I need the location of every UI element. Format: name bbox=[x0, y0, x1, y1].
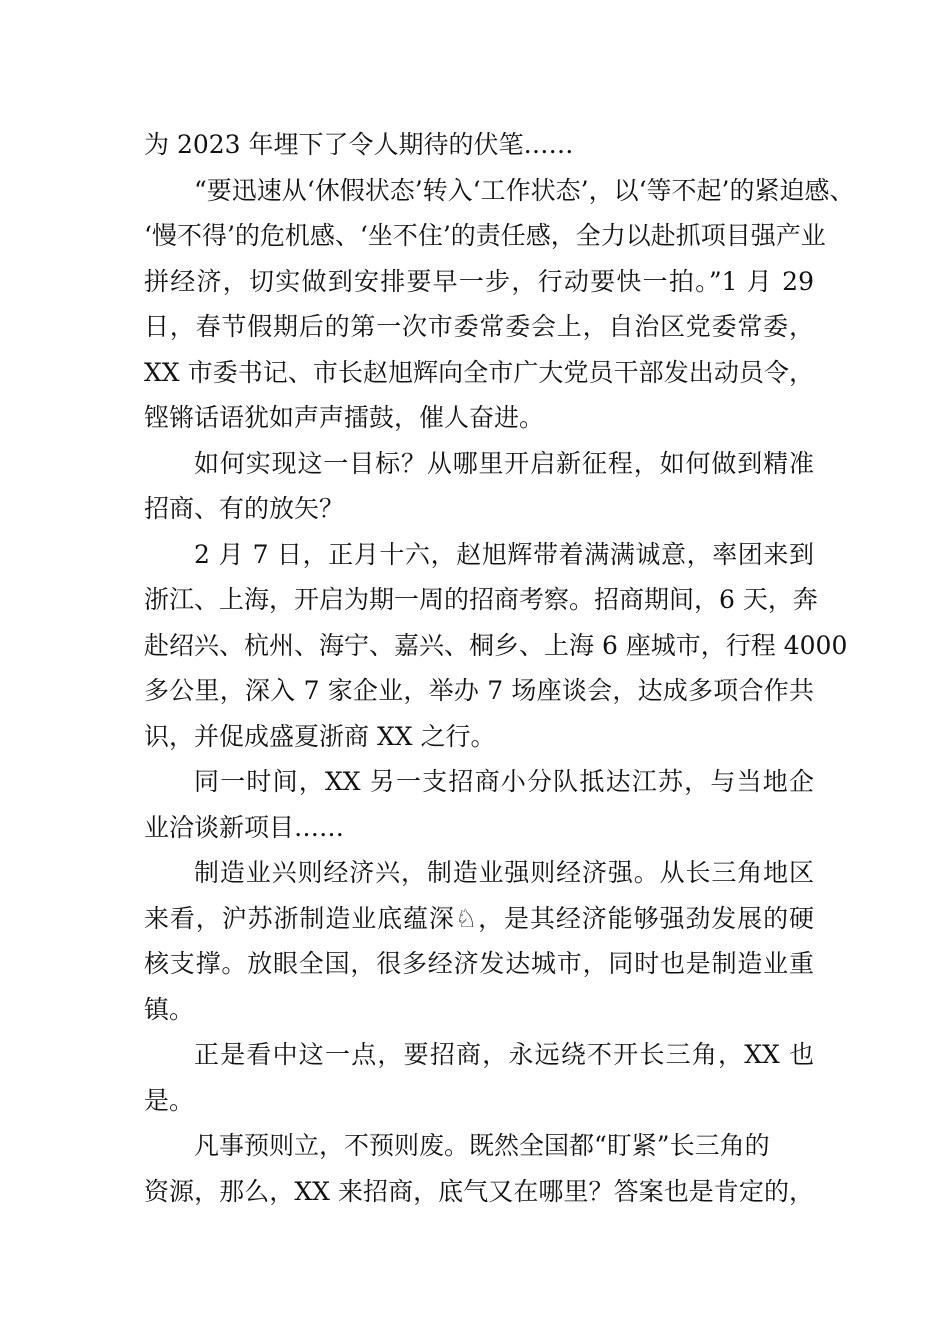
text-line: 来看，沪苏浙制造业底蕴深♘，是其经济能够强劲发展的硬 bbox=[144, 903, 814, 933]
text-line: 资源，那么，XX 来招商，底气又在哪里？答案也是肯定的， bbox=[144, 1176, 814, 1206]
text-line: 为 2023 年埋下了令人期待的伏笔…… bbox=[144, 130, 574, 159]
text-line: 多公里，深入 7 家企业，举办 7 场座谈会，达成多项合作共 bbox=[144, 676, 814, 705]
text-line: 浙江、上海，开启为期一周的招商考察。招商期间，6 天，奔 bbox=[144, 585, 818, 614]
text-line: 业洽谈新项目…… bbox=[144, 812, 345, 842]
text-line: 凡事预则立，不预则废。既然全国都“盯紧”长三角的 bbox=[194, 1131, 770, 1160]
text-line: 是。 bbox=[144, 1085, 195, 1115]
body-text bbox=[144, 122, 855, 1214]
text-line: XX 市委书记、市长赵旭辉向全市广大党员干部发出动员令， bbox=[144, 357, 814, 387]
text-line: 招商、有的放矢？ bbox=[144, 494, 345, 523]
text-line: 赴绍兴、杭州、海宁、嘉兴、桐乡、上海 6 座城市，行程 4000 bbox=[144, 630, 848, 660]
text-line: 2 月 7 日，正月十六，赵旭辉带着满满诚意，率团来到 bbox=[194, 539, 814, 569]
text-line: 制造业兴则经济兴，制造业强则经济强。从长三角地区 bbox=[194, 858, 814, 887]
text-line: ‘慢不得’的危机感、‘坐不住’的责任感，全力以赴抓项目强产业 bbox=[144, 221, 826, 250]
text-line: 镇。 bbox=[144, 994, 195, 1024]
text-line: 如何实现这一目标？从哪里开启新征程，如何做到精准 bbox=[194, 448, 814, 478]
text-line: “要迅速从‘休假状态’转入‘工作状态’，以‘等不起’的紧迫感、 bbox=[194, 175, 855, 205]
text-line: 核支撑。放眼全国，很多经济发达城市，同时也是制造业重 bbox=[144, 949, 814, 978]
text-line: 日，春节假期后的第一次市委常委会上，自治区党委常委， bbox=[144, 312, 814, 341]
text-line: 同一时间，XX 另一支招商小分队抵达江苏，与当地企 bbox=[194, 767, 814, 796]
text-line: 铿锵话语犹如声声擂鼓，催人奋进。 bbox=[144, 403, 545, 432]
text-line: 正是看中这一点，要招商，永远绕不开长三角，XX 也 bbox=[194, 1040, 814, 1069]
text-line: 识，并促成盛夏浙商 XX 之行。 bbox=[144, 721, 496, 751]
text-line: 拼经济，切实做到安排要早一步，行动要快一拍。”1 月 29 bbox=[144, 266, 814, 296]
